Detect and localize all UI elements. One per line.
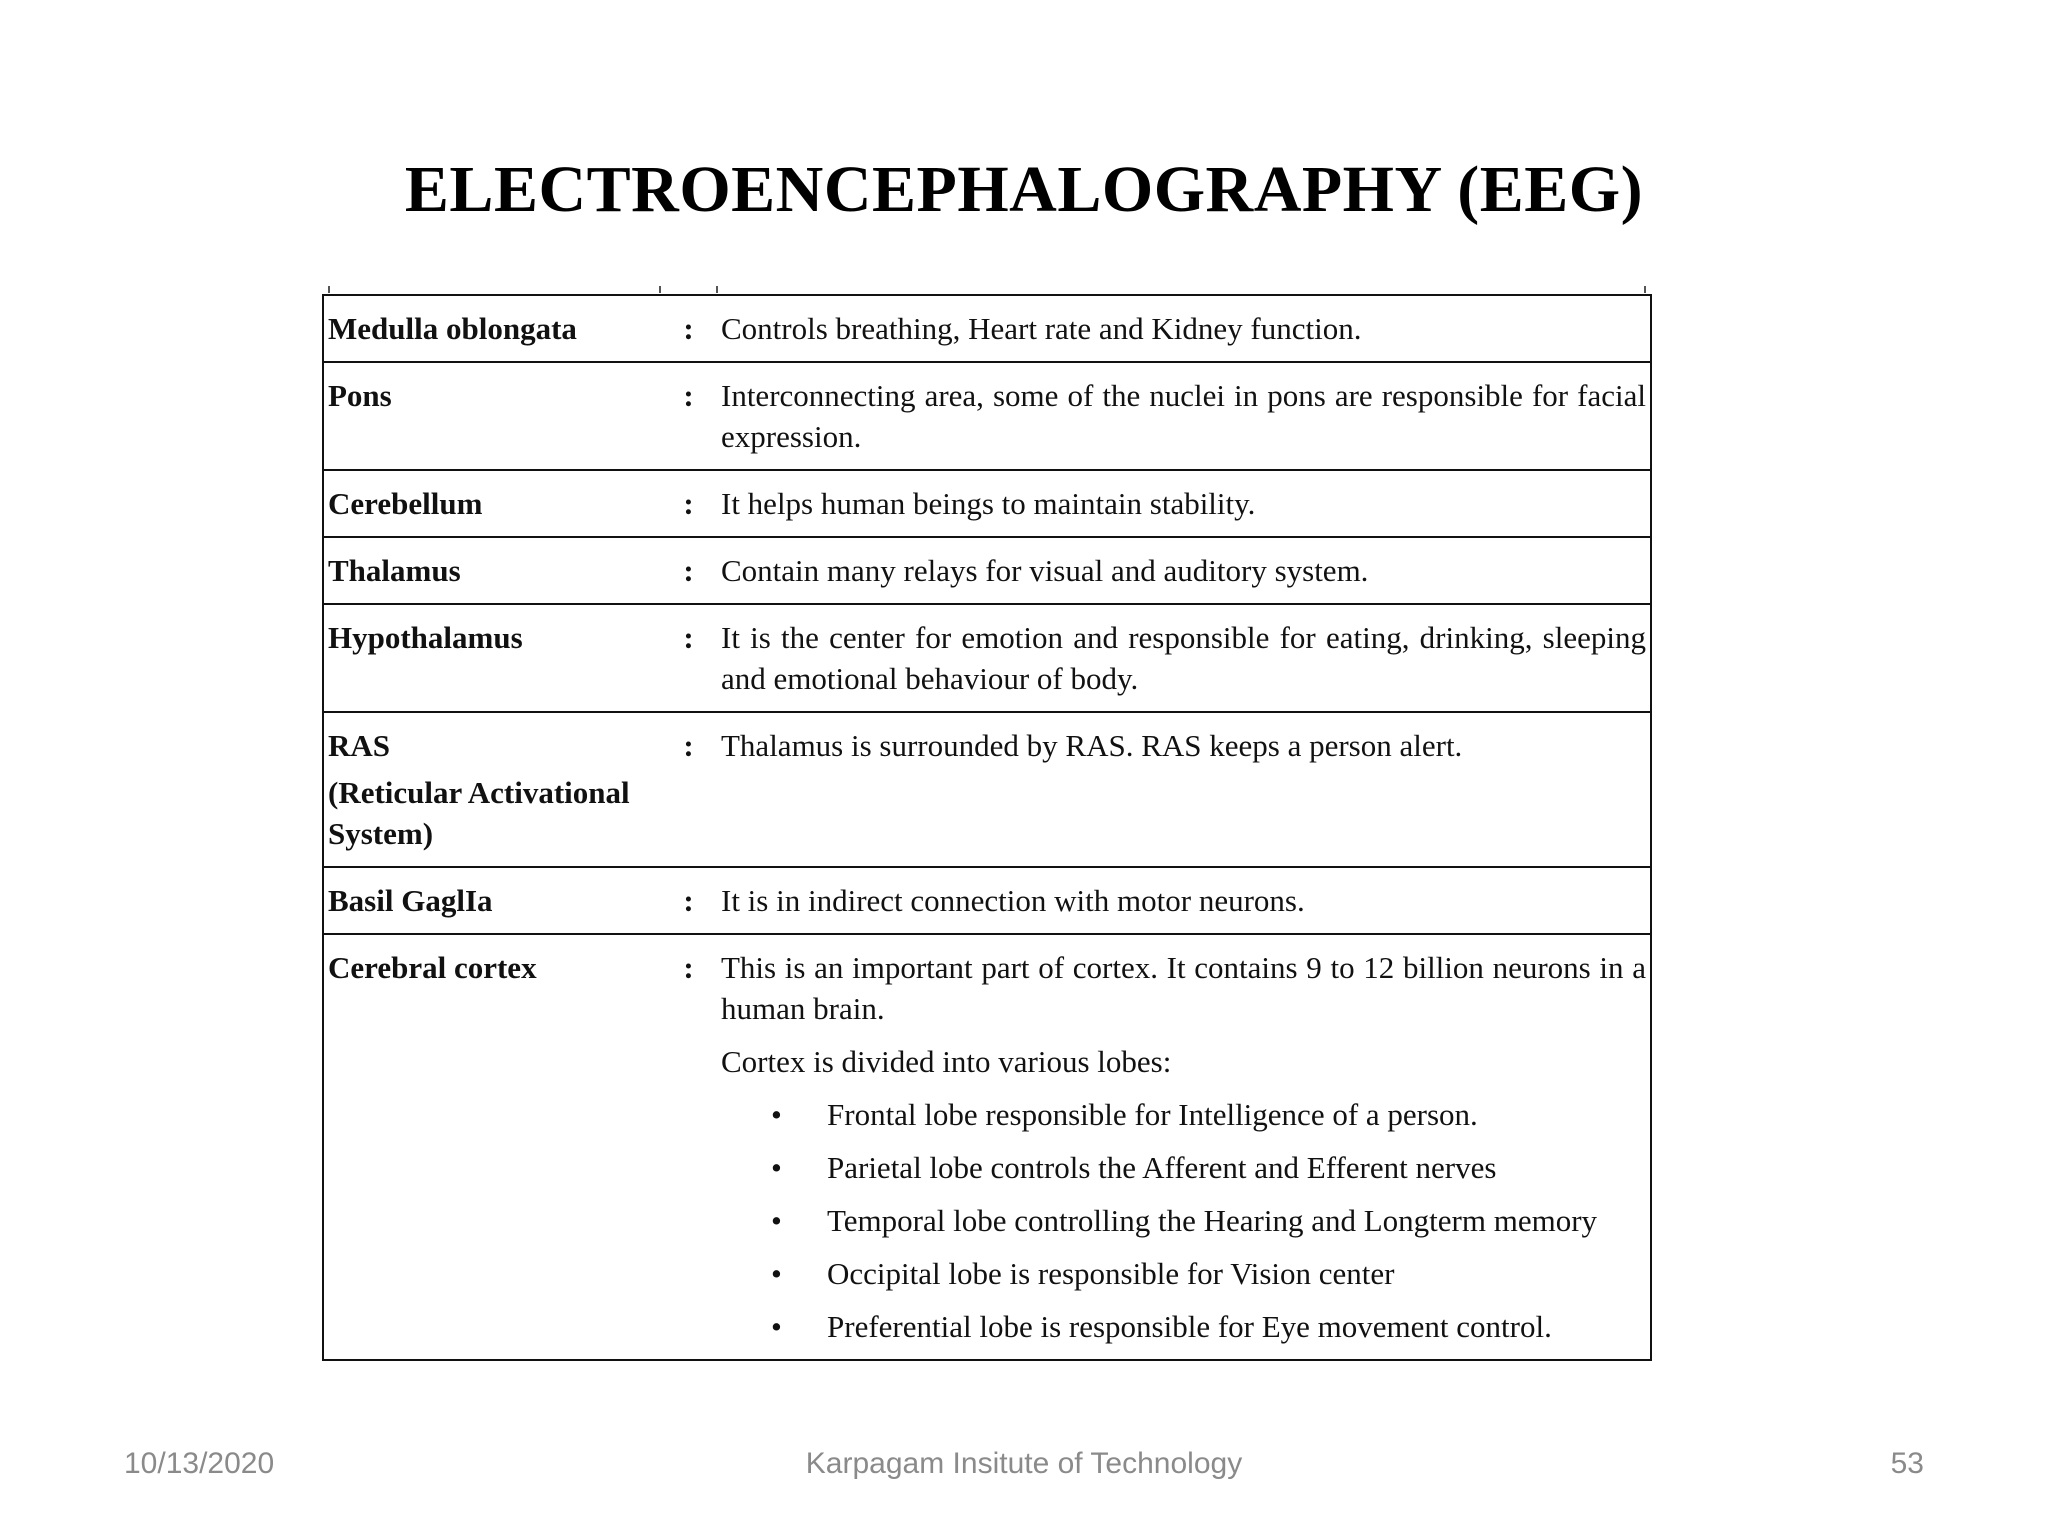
lobe-text: Frontal lobe responsible for Intelligence of a person. — [827, 1097, 1478, 1132]
row-separator: : — [660, 295, 717, 362]
brain-part-full-name: (Reticular Activational System) — [328, 775, 630, 851]
brain-part-name: Basil GaglIa — [323, 867, 660, 934]
brain-part-description: It is the center for emotion and responsible for eating, drinking, sleeping and emotional behaviour of body. — [717, 604, 1651, 712]
brain-part-name: Cerebral cortex — [323, 934, 660, 1360]
bullet-icon: • — [771, 1203, 782, 1238]
lobe-text: Temporal lobe controlling the Hearing and Longterm memory — [827, 1203, 1598, 1238]
table-column-tick — [659, 286, 661, 293]
table-row — [323, 470, 1651, 537]
slide-title: ELECTROENCEPHALOGRAPHY (EEG) — [404, 153, 1644, 226]
bullet-icon: • — [771, 1097, 782, 1132]
row-separator: : — [660, 712, 717, 867]
list-item — [721, 1253, 1646, 1294]
row-separator: : — [660, 604, 717, 712]
footer-page-number: 53 — [1890, 1447, 1924, 1480]
bullet-icon: • — [771, 1309, 782, 1344]
cortex-description: This is an important part of cortex. It contains 9 to 12 billion neurons in a human brain. — [721, 950, 1646, 1026]
lobe-text: Parietal lobe controls the Afferent and Efferent nerves — [827, 1150, 1497, 1185]
brain-part-description — [717, 934, 1651, 1360]
brain-part-name: Thalamus — [323, 537, 660, 604]
brain-part-description: Interconnecting area, some of the nuclei in pons are responsible for facial expression. — [717, 362, 1651, 470]
lobe-text: Preferential lobe is responsible for Eye movement control. — [827, 1309, 1552, 1344]
lobe-text: Occipital lobe is responsible for Vision center — [827, 1256, 1395, 1291]
table-column-tick — [716, 286, 718, 293]
brain-part-name — [323, 712, 660, 867]
list-item — [721, 1094, 1646, 1135]
row-separator: : — [660, 867, 717, 934]
table-row — [323, 867, 1651, 934]
brain-part-name: Pons — [323, 362, 660, 470]
brain-part-name: Medulla oblongata — [323, 295, 660, 362]
table-row — [323, 934, 1651, 1360]
bullet-icon: • — [771, 1150, 782, 1185]
brain-part-description: It helps human beings to maintain stability. — [717, 470, 1651, 537]
brain-part-description: Thalamus is surrounded by RAS. RAS keeps a person alert. — [717, 712, 1651, 867]
row-separator: : — [660, 934, 717, 1360]
brain-parts-table-container — [322, 294, 1650, 1361]
list-item — [721, 1147, 1646, 1188]
brain-parts-table — [322, 294, 1652, 1361]
table-corner-tick — [328, 286, 330, 293]
table-corner-tick — [1644, 286, 1646, 293]
brain-part-name: Hypothalamus — [323, 604, 660, 712]
row-separator: : — [660, 470, 717, 537]
table-row — [323, 362, 1651, 470]
brain-part-description: It is in indirect connection with motor neurons. — [717, 867, 1651, 934]
list-item — [721, 1306, 1646, 1347]
table-row — [323, 604, 1651, 712]
row-separator: : — [660, 537, 717, 604]
row-separator: : — [660, 362, 717, 470]
footer-organization: Karpagam Insitute of Technology — [805, 1447, 1243, 1480]
cortex-lobes-list — [721, 1094, 1646, 1347]
footer-date: 10/13/2020 — [124, 1447, 275, 1480]
brain-part-description: Contain many relays for visual and auditory system. — [717, 537, 1651, 604]
brain-part-description: Controls breathing, Heart rate and Kidney function. — [717, 295, 1651, 362]
brain-part-abbreviation: RAS — [328, 728, 391, 763]
table-row — [323, 295, 1651, 362]
table-row — [323, 537, 1651, 604]
brain-part-name: Cerebellum — [323, 470, 660, 537]
list-item — [721, 1200, 1646, 1241]
cortex-lobes-intro: Cortex is divided into various lobes: — [721, 1044, 1172, 1079]
bullet-icon: • — [771, 1256, 782, 1291]
table-row — [323, 712, 1651, 867]
